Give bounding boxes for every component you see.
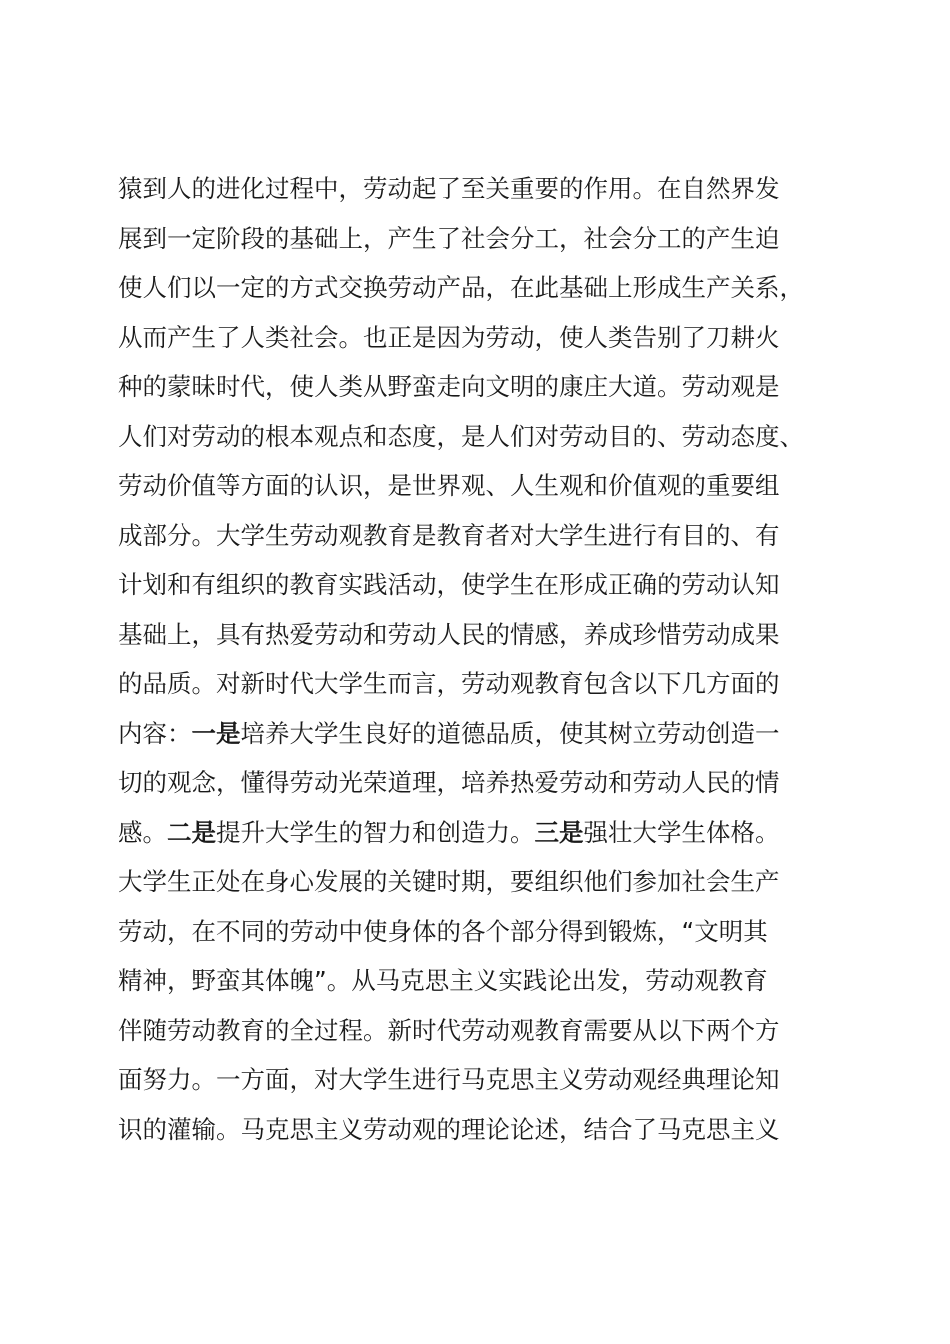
text-line [118,263,838,313]
text-line [118,857,838,907]
text-segment: 培养大学生良好的道德品质，使其树立劳动创造一 [240,718,780,748]
text-line [118,1055,838,1105]
text-line [118,214,838,264]
text-segment: 种的蒙昧时代，使人类从野蛮走向文明的康庄大道。劳动观是 [118,372,780,401]
text-line [118,362,838,412]
text-segment: 基础上，具有热爱劳动和劳动人民的情感，养成珍惜劳动成果 [118,619,780,649]
text-segment: 计划和有组织的教育实践活动，使学生在形成正确的劳动认知 [118,570,780,599]
text-line [118,1105,838,1155]
text-line [118,560,838,610]
text-line [118,659,838,709]
text-segment: 劳动价值等方面的认识，是世界观、人生观和价值观的重要组 [118,471,780,500]
body-paragraph [118,164,838,1154]
text-segment: 的品质。对新时代大学生而言，劳动观教育包含以下几方面的 [118,669,780,698]
text-segment: 使人们以一定的方式交换劳动产品，在此基础上形成生产关系， [118,273,804,302]
text-line [118,610,838,660]
text-line [118,956,838,1006]
text-segment: 从而产生了人类社会。也正是因为劳动，使人类告别了刀耕火 [118,322,780,352]
text-segment: 识的灌输。马克思主义劳动观的理论论述，结合了马克思主义 [118,1114,780,1144]
text-segment: 展到一定阶段的基础上，产生了社会分工，社会分工的产生迫 [118,223,780,253]
text-line [118,709,838,759]
text-segment: 劳动，在不同的劳动中使身体的各个部分得到锻炼，“文明其 [118,916,768,946]
text-line [118,461,838,511]
text-line [118,758,838,808]
text-line [118,412,838,462]
text-segment: 大学生正处在身心发展的关键时期，要组织他们参加社会生产 [118,867,780,896]
text-line [118,1006,838,1056]
bold-text-segment: 三是 [534,817,584,847]
text-line [118,511,838,561]
text-line [118,808,838,858]
text-segment: 成部分。大学生劳动观教育是教育者对大学生进行有目的、有 [118,520,780,550]
text-line [118,313,838,363]
text-segment: 猿到人的进化过程中，劳动起了至关重要的作用。在自然界发 [118,174,780,203]
text-segment: 伴随劳动教育的全过程。新时代劳动观教育需要从以下两个方 [118,1015,780,1045]
text-segment: 精神，野蛮其体魄”。从马克思主义实践论出发，劳动观教育 [118,966,768,995]
text-segment: 人们对劳动的根本观点和态度，是人们对劳动目的、劳动态度、 [118,421,804,451]
text-segment: 提升大学生的智力和创造力。 [216,817,535,847]
text-line [118,907,838,957]
text-segment: 切的观念，懂得劳动光荣道理，培养热爱劳动和劳动人民的情 [118,768,780,797]
text-segment: 强壮大学生体格。 [583,817,780,847]
text-segment: 内容： [118,718,192,748]
text-segment: 面努力。一方面，对大学生进行马克思主义劳动观经典理论知 [118,1065,780,1094]
text-segment: 感。 [118,817,167,847]
text-line [118,164,838,214]
bold-text-segment: 二是 [167,817,216,847]
bold-text-segment: 一是 [191,718,241,748]
